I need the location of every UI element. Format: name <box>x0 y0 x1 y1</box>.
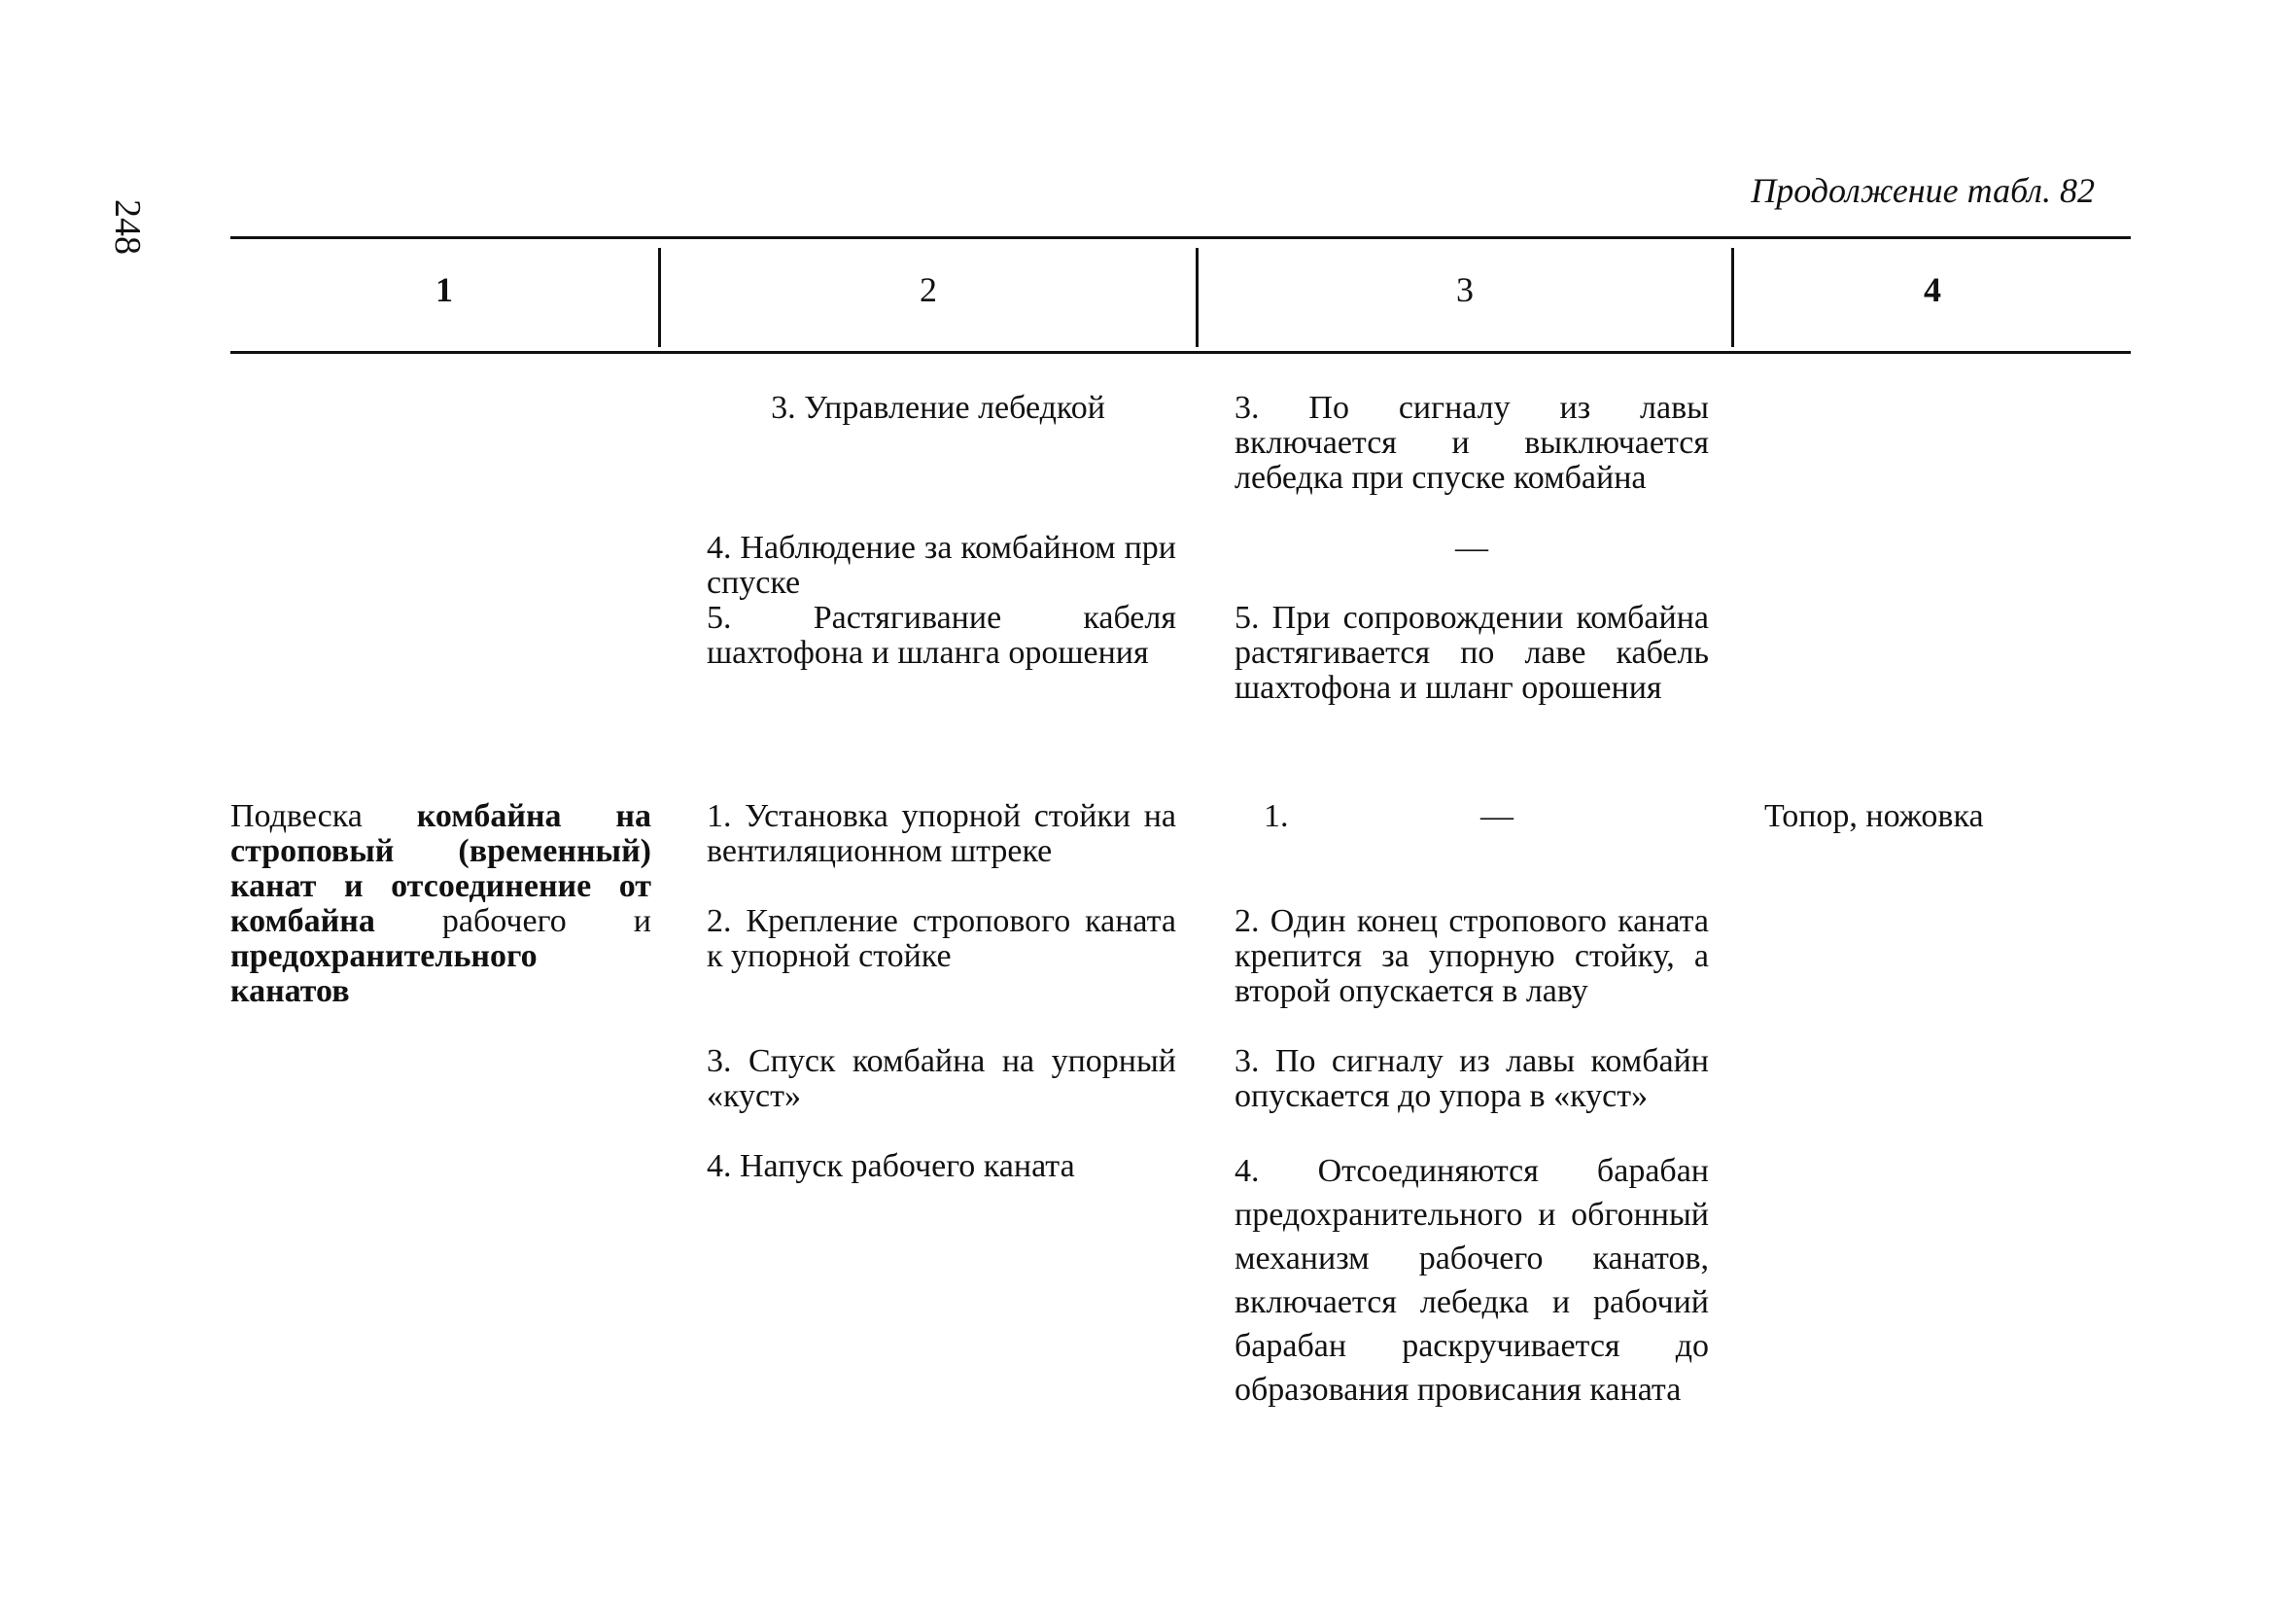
upper-col3-item-3: 3. По сигналу из лавы включается и выключается лебедка при спуске комбайна <box>1235 390 1709 496</box>
operation-name-part-2: комбайна на строповый (временный) канат и отсоединение от <box>230 798 651 904</box>
upper-col2-item-3: 3. Управление лебедкой <box>771 390 1105 426</box>
lower-col3-item-3: 3. По сигналу из лавы комбайн опускается до упора в «куст» <box>1235 1043 1709 1114</box>
lower-col3-item-4: 4. Отсоединяются барабан предохранительного и обгонный механизм рабочего канатов, включается лебедка и рабочий барабан раскручивается до образования провисания каната <box>1235 1153 1709 1408</box>
operation-name-cell <box>230 799 651 1009</box>
upper-col3-dash: — <box>1455 530 1488 566</box>
page-number: 248 <box>107 199 148 255</box>
tools-cell: Топор, ножовка <box>1764 798 1984 834</box>
column-header-1: 1 <box>435 270 453 309</box>
column-header-3: 3 <box>1456 270 1474 309</box>
table-header-bottom-rule <box>230 351 2131 354</box>
column-header-2: 2 <box>920 270 937 309</box>
upper-col2-item-4: 4. Наблюдение за комбайном при спуске <box>707 530 1176 601</box>
lower-col3-dash: — <box>1480 798 1513 834</box>
lower-col3-item-1: 1. <box>1264 798 1289 834</box>
lower-col2-item-3: 3. Спуск комбайна на упорный «куст» <box>707 1043 1176 1114</box>
table-continuation-caption: Продолжение табл. 82 <box>1751 171 2095 210</box>
lower-col2-item-4: 4. Напуск рабочего каната <box>707 1148 1075 1184</box>
column-header-4: 4 <box>1924 270 1941 309</box>
operation-name-part-1: Подвеска <box>230 798 363 834</box>
operation-name-part-3: комбайна <box>230 903 375 939</box>
lower-col2-item-1: 1. Установка упорной стойки на вентиляционном штреке <box>707 798 1176 869</box>
operation-name-part-5: предохранительного канатов <box>230 938 538 1009</box>
upper-col3-item-5: 5. При сопровождении комбайна растягивается по лаве кабель шахтофона и шланг орошения <box>1235 600 1709 706</box>
upper-col2-item-5: 5. Растягивание кабеля шахтофона и шланга орошения <box>707 600 1176 671</box>
operation-name-part-4: рабочего и <box>441 903 651 939</box>
lower-col2-item-2: 2. Крепление стропового каната к упорной стойке <box>707 903 1176 974</box>
table-top-rule <box>230 236 2131 239</box>
lower-col3-item-2: 2. Один конец стропового каната крепится за упорную стойку, а второй опускается в лаву <box>1235 903 1709 1009</box>
